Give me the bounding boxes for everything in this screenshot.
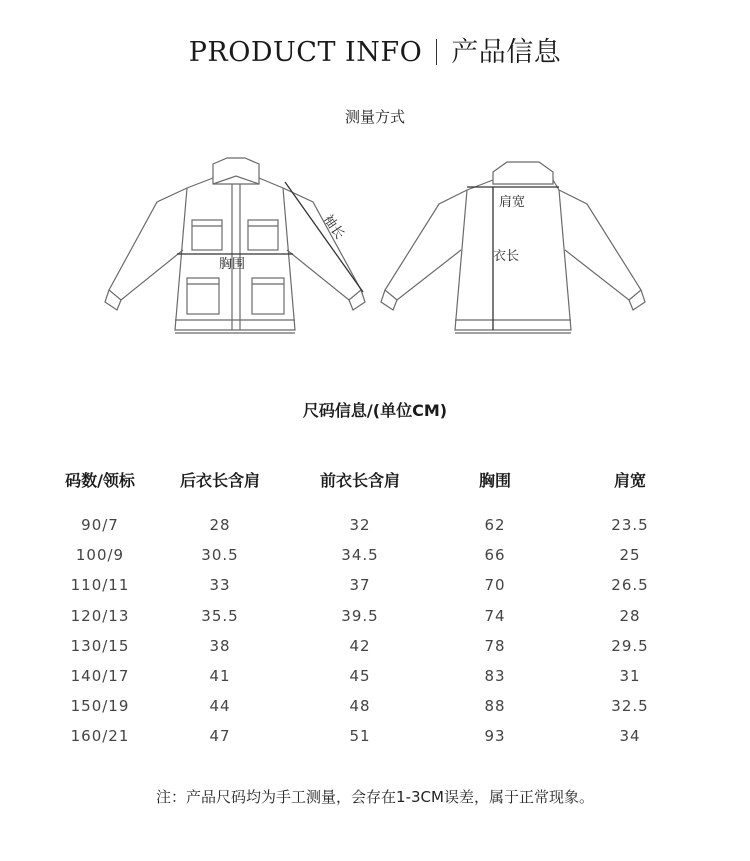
cell-shoulder: 26.5 <box>611 576 649 595</box>
measurement-note: 注：产品尺码均为手工测量，会存在1-3CM误差，属于正常现象。 <box>156 788 594 806</box>
cell-size: 150/19 <box>70 697 130 716</box>
cell-back-length: 47 <box>209 727 231 746</box>
cell-front-length: 51 <box>349 727 371 746</box>
cell-size: 120/13 <box>70 606 130 625</box>
table-row <box>50 631 700 661</box>
cell-chest: 62 <box>484 516 506 535</box>
cell-front-length: 39.5 <box>341 606 379 625</box>
size-table <box>50 462 700 752</box>
title-chinese: 产品信息 <box>451 37 562 68</box>
col-header-back-length: 后衣长含肩 <box>179 470 260 490</box>
cell-size: 130/15 <box>70 636 130 655</box>
sleeve-label: 袖长 <box>319 212 347 243</box>
table-row <box>50 570 700 600</box>
cell-back-length: 38 <box>209 636 231 655</box>
cell-shoulder: 32.5 <box>611 697 649 716</box>
cell-front-length: 45 <box>349 667 371 686</box>
cell-chest: 78 <box>484 636 506 655</box>
cell-front-length: 42 <box>349 636 371 655</box>
table-row <box>50 721 700 751</box>
cell-back-length: 33 <box>209 576 231 595</box>
cell-size: 140/17 <box>70 667 130 686</box>
cell-back-length: 30.5 <box>201 546 239 565</box>
chest-label: 胸围 <box>219 257 246 272</box>
cell-shoulder: 31 <box>619 667 641 686</box>
cell-chest: 66 <box>484 546 506 565</box>
cell-size: 90/7 <box>81 516 119 535</box>
shoulder-label: 肩宽 <box>499 195 526 210</box>
page-title <box>0 30 750 69</box>
length-label: 衣长 <box>493 249 520 264</box>
title-divider <box>436 39 437 65</box>
table-header-row <box>50 462 700 496</box>
table-row <box>50 540 700 570</box>
cell-size: 100/9 <box>75 546 125 565</box>
cell-back-length: 35.5 <box>201 606 239 625</box>
size-info-title: 尺码信息/(单位CM) <box>302 401 448 420</box>
cell-back-length: 41 <box>209 667 231 686</box>
sleeve-measure-line <box>285 182 363 292</box>
title-english: PRODUCT INFO <box>188 37 423 68</box>
jacket-front-drawing <box>105 158 365 333</box>
cell-shoulder: 34 <box>619 727 641 746</box>
jacket-measurement-diagram <box>95 150 655 340</box>
cell-chest: 93 <box>484 727 506 746</box>
cell-chest: 83 <box>484 667 506 686</box>
table-row <box>50 661 700 691</box>
cell-chest: 74 <box>484 606 506 625</box>
cell-front-length: 48 <box>349 697 371 716</box>
cell-back-length: 44 <box>209 697 231 716</box>
table-row <box>50 601 700 631</box>
table-row <box>50 691 700 721</box>
col-header-front-length: 前衣长含肩 <box>319 470 400 490</box>
cell-size: 110/11 <box>70 576 130 595</box>
cell-front-length: 32 <box>349 516 371 535</box>
cell-chest: 88 <box>484 697 506 716</box>
cell-shoulder: 23.5 <box>611 516 649 535</box>
table-row <box>50 510 700 540</box>
cell-shoulder: 25 <box>619 546 641 565</box>
table-spacer <box>50 496 700 510</box>
col-header-chest: 胸围 <box>478 470 511 490</box>
cell-shoulder: 29.5 <box>611 636 649 655</box>
cell-front-length: 37 <box>349 576 371 595</box>
measure-method-title: 测量方式 <box>344 108 405 126</box>
cell-size: 160/21 <box>70 727 130 746</box>
col-header-size: 码数/领标 <box>65 470 135 490</box>
col-header-shoulder: 肩宽 <box>613 470 646 490</box>
cell-chest: 70 <box>484 576 506 595</box>
cell-shoulder: 28 <box>619 606 641 625</box>
cell-back-length: 28 <box>209 516 231 535</box>
cell-front-length: 34.5 <box>341 546 379 565</box>
